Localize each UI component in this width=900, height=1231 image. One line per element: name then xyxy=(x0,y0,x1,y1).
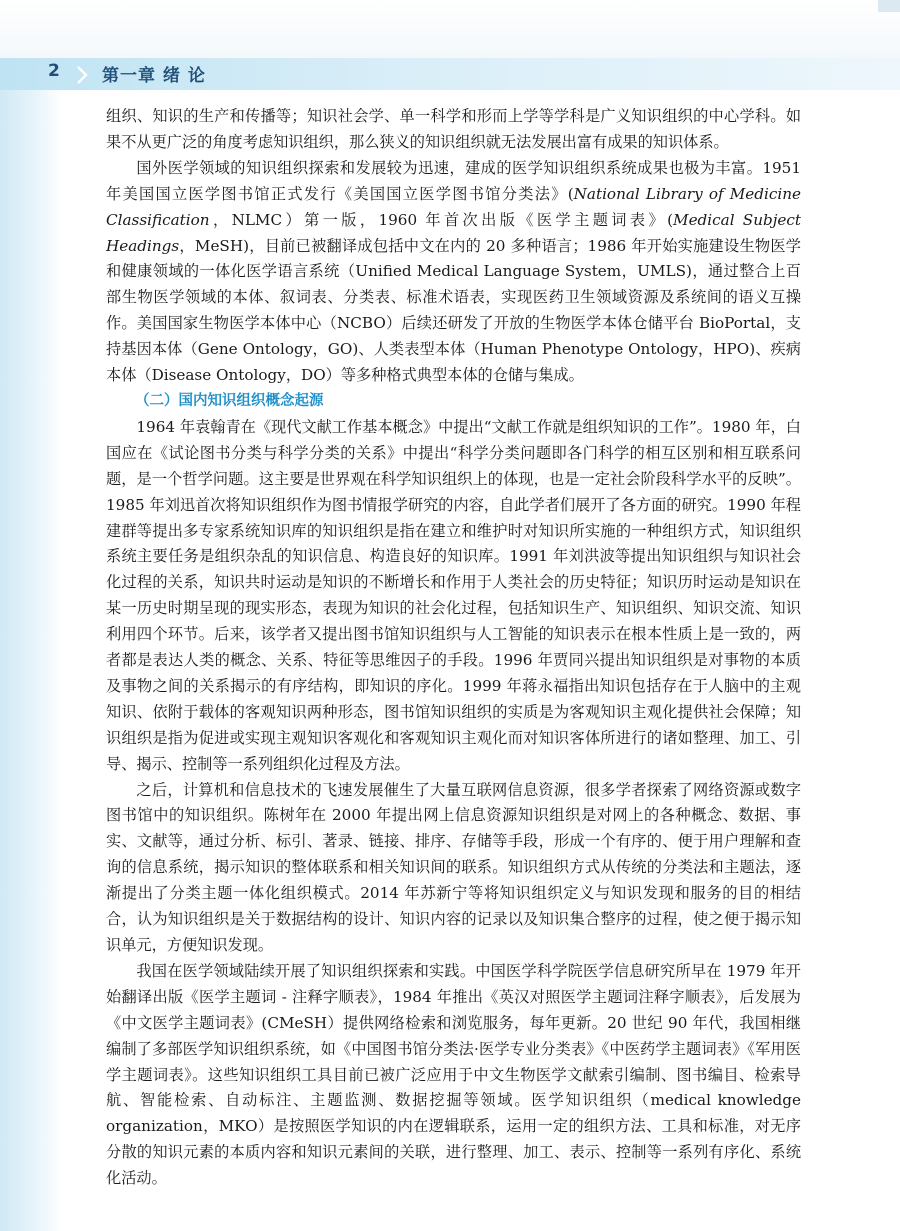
paragraph xyxy=(106,156,801,389)
corner-tab xyxy=(878,0,900,12)
top-band xyxy=(0,0,900,58)
paragraph: 之后，计算机和信息技术的飞速发展催生了大量互联网信息资源，很多学者探索了网络资源或数字图书馆中的知识组织。陈树年在 2000 年提出网上信息资源知识组织是对网上的各种概念、数据、事实、文献等，通过分析、标引、著录、链接、排序、存储等手段，形成一个有序的、便于用户理解和查询的信息系统，揭示知识的整体联系和相关知识间的联系。知识组织方式从传统的分类法和主题法，逐渐提出了分类主题一体化组织模式。2014 年苏新宁等将知识组织定义与知识发现和服务的目的相结合，认为知识组织是关于数据结构的设计、知识内容的记录以及知识集合整序的过程，使之便于揭示知识单元，方便知识发现。 xyxy=(106,780,801,954)
section-heading: （二）国内知识组织概念起源 xyxy=(135,392,324,409)
italic-title: Medical Subject Headings xyxy=(106,210,801,255)
page-body xyxy=(106,104,801,1192)
paragraph: 组织、知识的生产和传播等；知识社会学、单一科学和形而上学等学科是广义知识组织的中心学科。如果不从更广泛的角度考虑知识组织，那么狭义的知识组织就无法发展出富有成果的知识体系。 xyxy=(106,107,801,151)
italic-title: National Library of Medicine Classification xyxy=(106,184,801,229)
text-run: 国外医学领域的知识组织探索和发展较为迅速，建成的医学知识组织系统成果也极为丰富。1951 年美国国立医学图书馆正式发行《美国国立医学图书馆分类法》( xyxy=(106,158,801,203)
text-run: ，MeSH)，目前已被翻译成包括中文在内的 20 多种语言；1986 年开始实施建设生物医学和健康领域的一体化医学语言系统（Unified Medical Language System，UMLS)，通过整合上百部生物医学领域的本体、叙词表、分类表、标准术语表，实现医药卫生领域资源及系统间的语义互操作。美国国家生物医学本体中心（NCBO）后续还研发了开放的生物医学本体仓储平台 BioPortal，支持基因本体（Gene Ontology，GO)、人类表型本体（Human Phenotype Ontology，HPO)、疾病本体（Disease Ontology，DO）等多种格式典型本体的仓储与集成。 xyxy=(106,236,801,385)
paragraph: 我国在医学领域陆续开展了知识组织探索和实践。中国医学科学院医学信息研究所早在 1979 年开始翻译出版《医学主题词 - 注释字顺表》，1984 年推出《英汉对照医学主题词注释字顺表》，后发展为《中文医学主题词表》(CMeSH）提供网络检索和浏览服务，每年更新。20 世纪 90 年代，我国相继编制了多部医学知识组织系统，如《中国图书馆分类法·医学专业分类表》《中医药学主题词表》《军用医学主题词表》。这些知识组织工具目前已被广泛应用于中文生物医学文献索引编制、图书编目、检索导航、智能检索、自动标注、主题监测、数据挖掘等领域。医学知识组织（medical knowledge organization，MKO）是按照医学知识的内在逻辑联系，运用一定的组织方法、工具和标准，对无序分散的知识元素的本质内容和知识元素间的关联，进行整理、加工、表示、控制等一系列有序化、系统化活动。 xyxy=(106,961,801,1188)
chevron-right-icon xyxy=(76,66,88,84)
chapter-title: 第一章 绪 论 xyxy=(102,66,206,86)
text-run: ，NLMC）第一版，1960 年首次出版《医学主题词表》( xyxy=(209,210,674,229)
side-band xyxy=(0,90,62,1231)
paragraph: 1964 年袁翰青在《现代文献工作基本概念》中提出“文献工作就是组织知识的工作”。1980 年，白国应在《试论图书分类与科学分类的关系》中提出“科学分类问题即各门科学的相互区别和相互联系问题，是一个哲学问题。这主要是世界观在科学知识组织上的体现，也是一定社会阶段科学水平的反映”。1985 年刘迅首次将知识组织作为图书情报学研究的内容，自此学者们展开了各方面的研究。1990 年程建群等提出多专家系统知识库的知识组织是指在建立和维护时对知识所实施的一种组织方式，知识组织系统主要任务是组织杂乱的知识信息、构造良好的知识库。1991 年刘洪波等提出知识组织与知识社会化过程的关系，知识共时运动是知识的不断增长和作用于人类社会的历史特征；知识历时运动是知识在某一历史时期呈现的现实形态，表现为知识的社会化过程，包括知识生产、知识组织、知识交流、知识利用四个环节。后来，该学者又提出图书馆知识组织与人工智能的知识表示在根本性质上是一致的，两者都是表达人类的概念、关系、特征等思维因子的手段。1996 年贾同兴提出知识组织是对事物的本质及事物之间的关系揭示的有序结构，即知识的序化。1999 年蒋永福指出知识包括存在于人脑中的主观知识、依附于载体的客观知识两种形态，图书馆知识组织的实质是为客观知识主观化提供社会保障；知识组织是指为促进或实现主观知识客观化和客观知识主观化而对知识客体所进行的诸如整理、加工、引导、揭示、控制等一系列组织化过程及方法。 xyxy=(106,417,801,773)
page-number: 2 xyxy=(48,61,60,81)
